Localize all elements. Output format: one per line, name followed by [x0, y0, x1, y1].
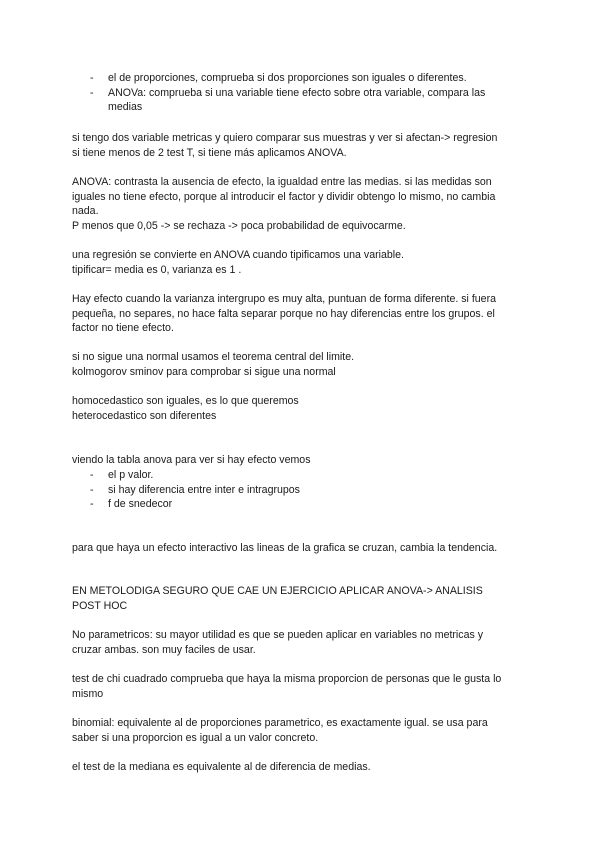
- paragraph-homocedastico: [72, 394, 532, 423]
- text-line: heterocedastico son diferentes: [72, 409, 217, 422]
- text-line: pequeña, no separes, no hace falta separar porque no hay diferencias entre los grupos. el: [72, 307, 495, 320]
- text-line: si tengo dos variable metricas y quiero comparar sus muestras y ver si afectan-> regresion: [72, 132, 498, 144]
- list-item: [72, 497, 532, 512]
- paragraph-interactivo: [72, 541, 532, 556]
- text-line: saber si una proporcion es igual a un valor concreto.: [72, 731, 319, 744]
- text-line: si no sigue una normal usamos el teorema central del limite.: [72, 351, 355, 363]
- bullet-text: el de proporciones, comprueba si dos proporciones son iguales o diferentes.: [108, 72, 467, 84]
- text-line: factor no tiene efecto.: [72, 322, 174, 334]
- paragraph-regresion: [72, 131, 532, 160]
- text-line: viendo la tabla anova para ver si hay efecto vemos: [72, 454, 311, 466]
- bullet-dash: -: [90, 483, 94, 496]
- bullet-text: f de snedecor: [108, 498, 173, 510]
- paragraph-anova: [72, 175, 532, 233]
- paragraph-no-parametricos: [72, 628, 532, 657]
- text-line: tipificar= media es 0, varianza es 1 .: [72, 263, 242, 276]
- paragraph-chi-cuadrado: [72, 672, 532, 701]
- text-line: EN METOLODIGA SEGURO QUE CAE UN EJERCICIO APLICAR ANOVA-> ANALISIS: [72, 585, 483, 597]
- bullet-text: el p valor.: [108, 469, 154, 481]
- text-line: POST HOC: [72, 599, 128, 612]
- text-line: kolmogorov sminov para comprobar si sigue una normal: [72, 365, 336, 378]
- list-item: [72, 71, 532, 86]
- paragraph-mediana: [72, 760, 532, 775]
- text-line: si tiene menos de 2 test T, si tiene más aplicamos ANOVA.: [72, 146, 347, 159]
- text-line: binomial: equivalente al de proporciones parametrico, es exactamente igual. se usa para: [72, 717, 488, 729]
- text-line: nada.: [72, 205, 99, 217]
- bullet-list-top: [72, 71, 532, 115]
- bullet-dash: -: [90, 498, 94, 510]
- bullet-dash: -: [90, 469, 94, 481]
- paragraph-efecto: [72, 292, 532, 336]
- text-line: cruzar ambas. son muy faciles de usar.: [72, 643, 256, 656]
- text-line: iguales no tiene efecto, porque al introducir el factor y dividir obtengo lo mismo, no cambia: [72, 190, 496, 203]
- text-line: Hay efecto cuando la varianza intergrupo es muy alta, puntuan de forma diferente. si fuera: [72, 293, 496, 305]
- bullet-dash: -: [90, 72, 94, 84]
- paragraph-tabla-anova: [72, 453, 532, 468]
- text-line: para que haya un efecto interactivo las lineas de la grafica se cruzan, cambia la tendencia.: [72, 542, 498, 554]
- list-item: [72, 86, 508, 115]
- paragraph-metodologia: [72, 584, 532, 613]
- text-line: una regresión se convierte en ANOVA cuando tipificamos una variable.: [72, 249, 404, 261]
- text-line: No parametricos: su mayor utilidad es que se pueden aplicar en variables no metricas y: [72, 629, 484, 641]
- text-line: ANOVA: contrasta la ausencia de efecto, la igualdad entre las medias. si las medidas son: [72, 176, 492, 188]
- text-line: homocedastico son iguales, es lo que queremos: [72, 395, 299, 407]
- list-item: [72, 483, 532, 498]
- text-line: mismo: [72, 687, 104, 700]
- text-line: el test de la mediana es equivalente al de diferencia de medias.: [72, 761, 371, 773]
- bullet-text: ANOVa: comprueba si una variable tiene efecto sobre otra variable, compara las medias: [108, 86, 486, 113]
- paragraph-binomial: [72, 716, 532, 745]
- bullet-list-anova: [72, 468, 532, 512]
- text-line: P menos que 0,05 -> se rechaza -> poca probabilidad de equivocarme.: [72, 219, 406, 232]
- bullet-text: si hay diferencia entre inter e intragrupos: [108, 483, 300, 496]
- paragraph-tipificar: [72, 248, 532, 277]
- paragraph-normal: [72, 350, 532, 379]
- bullet-dash: -: [90, 86, 94, 99]
- text-line: test de chi cuadrado comprueba que haya la misma proporcion de personas que le gusta lo: [72, 673, 502, 685]
- list-item: [72, 468, 532, 483]
